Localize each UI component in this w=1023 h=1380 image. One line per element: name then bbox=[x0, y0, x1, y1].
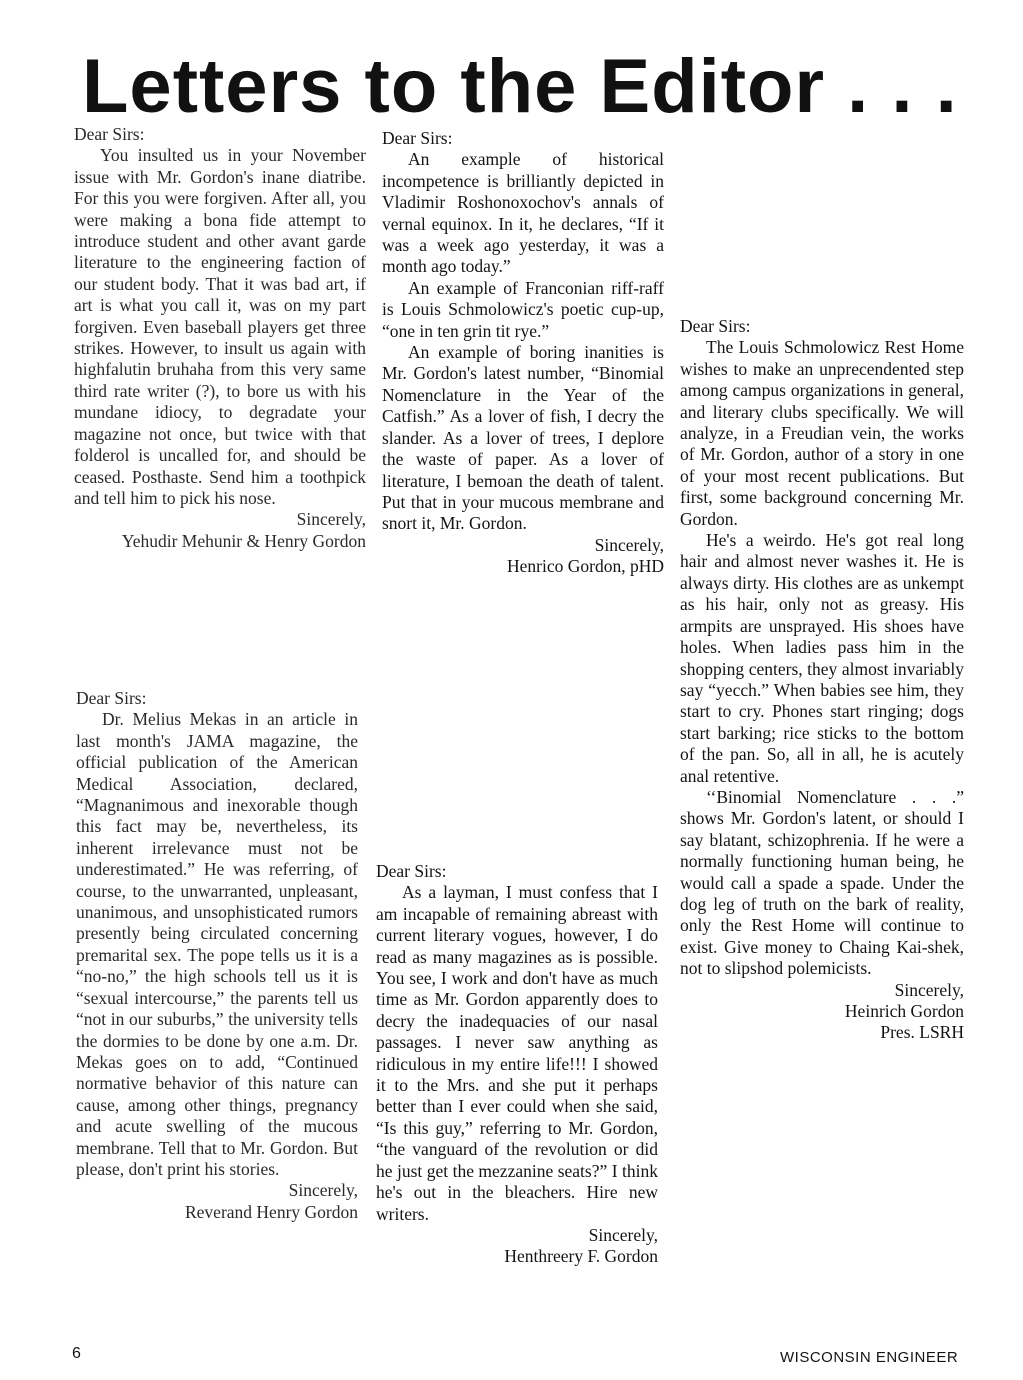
letter-paragraph: ‘‘Binomial Nomenclature . . .” shows Mr. Gordon's latent, or should I say blatant, schizophrenia. If he were a normally functioning human being, he would call a spade a spade. Under the dog leg of truth on the bark of reality, only the Rest Home will continue to exist. Give money to Chaing Kai-shek, not to slipshod polemicists. bbox=[680, 786, 964, 979]
page-number: 6 bbox=[72, 1345, 81, 1362]
letter-closing: Sincerely, bbox=[288, 1180, 358, 1201]
letter-3 bbox=[382, 128, 664, 578]
letter-paragraph: An example of boring inanities is Mr. Gordon's latest number, “Binomial Nomenclature in the Year of the Catfish.” As a lover of fish, I decry the slander. As a lover of trees, I deplore the waste of paper. As a lover of literature, I bemoan the death of talent. Put that in your mucous membrane and snort it, Mr. Gordon. bbox=[382, 342, 664, 534]
letter-5 bbox=[680, 316, 964, 1044]
letter-signature: Heinrich Gordon bbox=[844, 1001, 964, 1021]
page-title: Letters to the Editor . . . bbox=[82, 44, 958, 129]
letter-closing: Sincerely, bbox=[296, 509, 366, 530]
publication-name: WISCONSIN ENGINEER bbox=[780, 1349, 959, 1366]
letter-salutation: Dear Sirs: bbox=[680, 316, 751, 336]
letter-signature: Henrico Gordon, pHD bbox=[507, 556, 664, 577]
letter-1 bbox=[74, 124, 366, 552]
letter-paragraph: As a layman, I must confess that I am incapable of remaining abreast with current literary vogues, however, I do read as many magazines as is possible. You see, I work and don't have as much time as Mr. Gordon apparently does to decry the inadequacies of our nasal passages. I never saw anything as ridiculous in my entire life!!! I showed it to the Mrs. and she put it perhaps better than I ever could when she said, “Is this guy,” referring to Mr. Gordon, “the vanguard of the revolution or did he just get the mezzanine seats?” I think he's out in the bleachers. Hire new writers. bbox=[376, 882, 658, 1224]
letter-paragraph: An example of Franconian riff-raff is Louis Schmolowicz's poetic cup-up, “one in ten grin tit rye.” bbox=[382, 277, 664, 341]
letter-paragraph: You insulted us in your November issue with Mr. Gordon's inane diatribe. For this you were forgiven. After all, you were making a bona fide attempt to introduce student and other avant garde literature to the engineering faction of our student body. That it was bad art, if art is what you call it, was on my part forgiven. Even baseball players get three strikes. However, to insult us again with highfalutin bruhaha from this very same third rate writer (?), to bore us with his mundane idiocy, to degradate your magazine not once, but twice with that folderol is uncalled for, and should be ceased. Posthaste. Send him a toothpick and tell him to pick his nose. bbox=[74, 145, 366, 508]
letter-signature: Reverand Henry Gordon bbox=[184, 1201, 358, 1222]
letter-closing: Sincerely, bbox=[588, 1224, 658, 1245]
letter-closing: Sincerely, bbox=[894, 979, 964, 1000]
letter-2 bbox=[76, 688, 358, 1223]
letter-salutation: Dear Sirs: bbox=[382, 128, 453, 148]
letter-salutation: Dear Sirs: bbox=[376, 861, 447, 881]
letter-closing: Sincerely, bbox=[594, 534, 664, 555]
letter-salutation: Dear Sirs: bbox=[74, 124, 145, 144]
letter-signature: Yehudir Mehunir & Henry Gordon bbox=[121, 530, 366, 551]
letter-salutation: Dear Sirs: bbox=[76, 688, 147, 708]
letter-paragraph: He's a weirdo. He's got real long hair and almost never washes it. He is always dirty. His clothes are as unkempt as his hair, only not as greasy. His armpits are unsprayed. His shoes have holes. When ladies pass him in the shopping centers, they almost invariably say “yecch.” When babies see him, they start to cry. Phones start ringing; dogs start barking; rice sticks to the bottom of the pan. So, all in all, he is acutely anal retentive. bbox=[680, 530, 964, 786]
letter-paragraph: An example of historical incompetence is brilliantly depicted in Vladimir Roshonoxochov's annals of vernal equinox. In it, he declares, “If it was a week ago yesterday, it was a month ago today.” bbox=[382, 149, 664, 277]
letter-paragraph: Dr. Melius Mekas in an article in last month's JAMA magazine, the official publication of the American Medical Association, declared, “Magnanimous and inexorable though this fact may be, nevertheless, its inherent irrelevance must not be underestimated.” He was referring, of course, to the unwarranted, unpleasant, unanimous, and unsophisticated rumors presently being circulated concerning premarital sex. The pope tells us it is a “no-no,” the high schools tell us it is “sexual intercourse,” the parents tell us “not in our suburbs,” the university tells the dormies to be done by one a.m. Dr. Mekas goes on to add, “Continued normative behavior of this nature can cause, among other things, pregnancy and acute swelling of the mucous membrane. Tell that to Mr. Gordon. But please, don't print his stories. bbox=[76, 709, 358, 1179]
letter-signature-title: Pres. LSRH bbox=[880, 1022, 964, 1043]
letter-4 bbox=[376, 861, 658, 1268]
letter-paragraph: The Louis Schmolowicz Rest Home wishes to make an unprecendented step among campus organizations in general, and literary clubs specifically. We will analyze, in a Freudian vein, the works of Mr. Gordon, author of a story in one of your most recent publications. But first, some background concerning Mr. Gordon. bbox=[680, 337, 964, 529]
letter-signature: Henthreery F. Gordon bbox=[504, 1246, 658, 1267]
